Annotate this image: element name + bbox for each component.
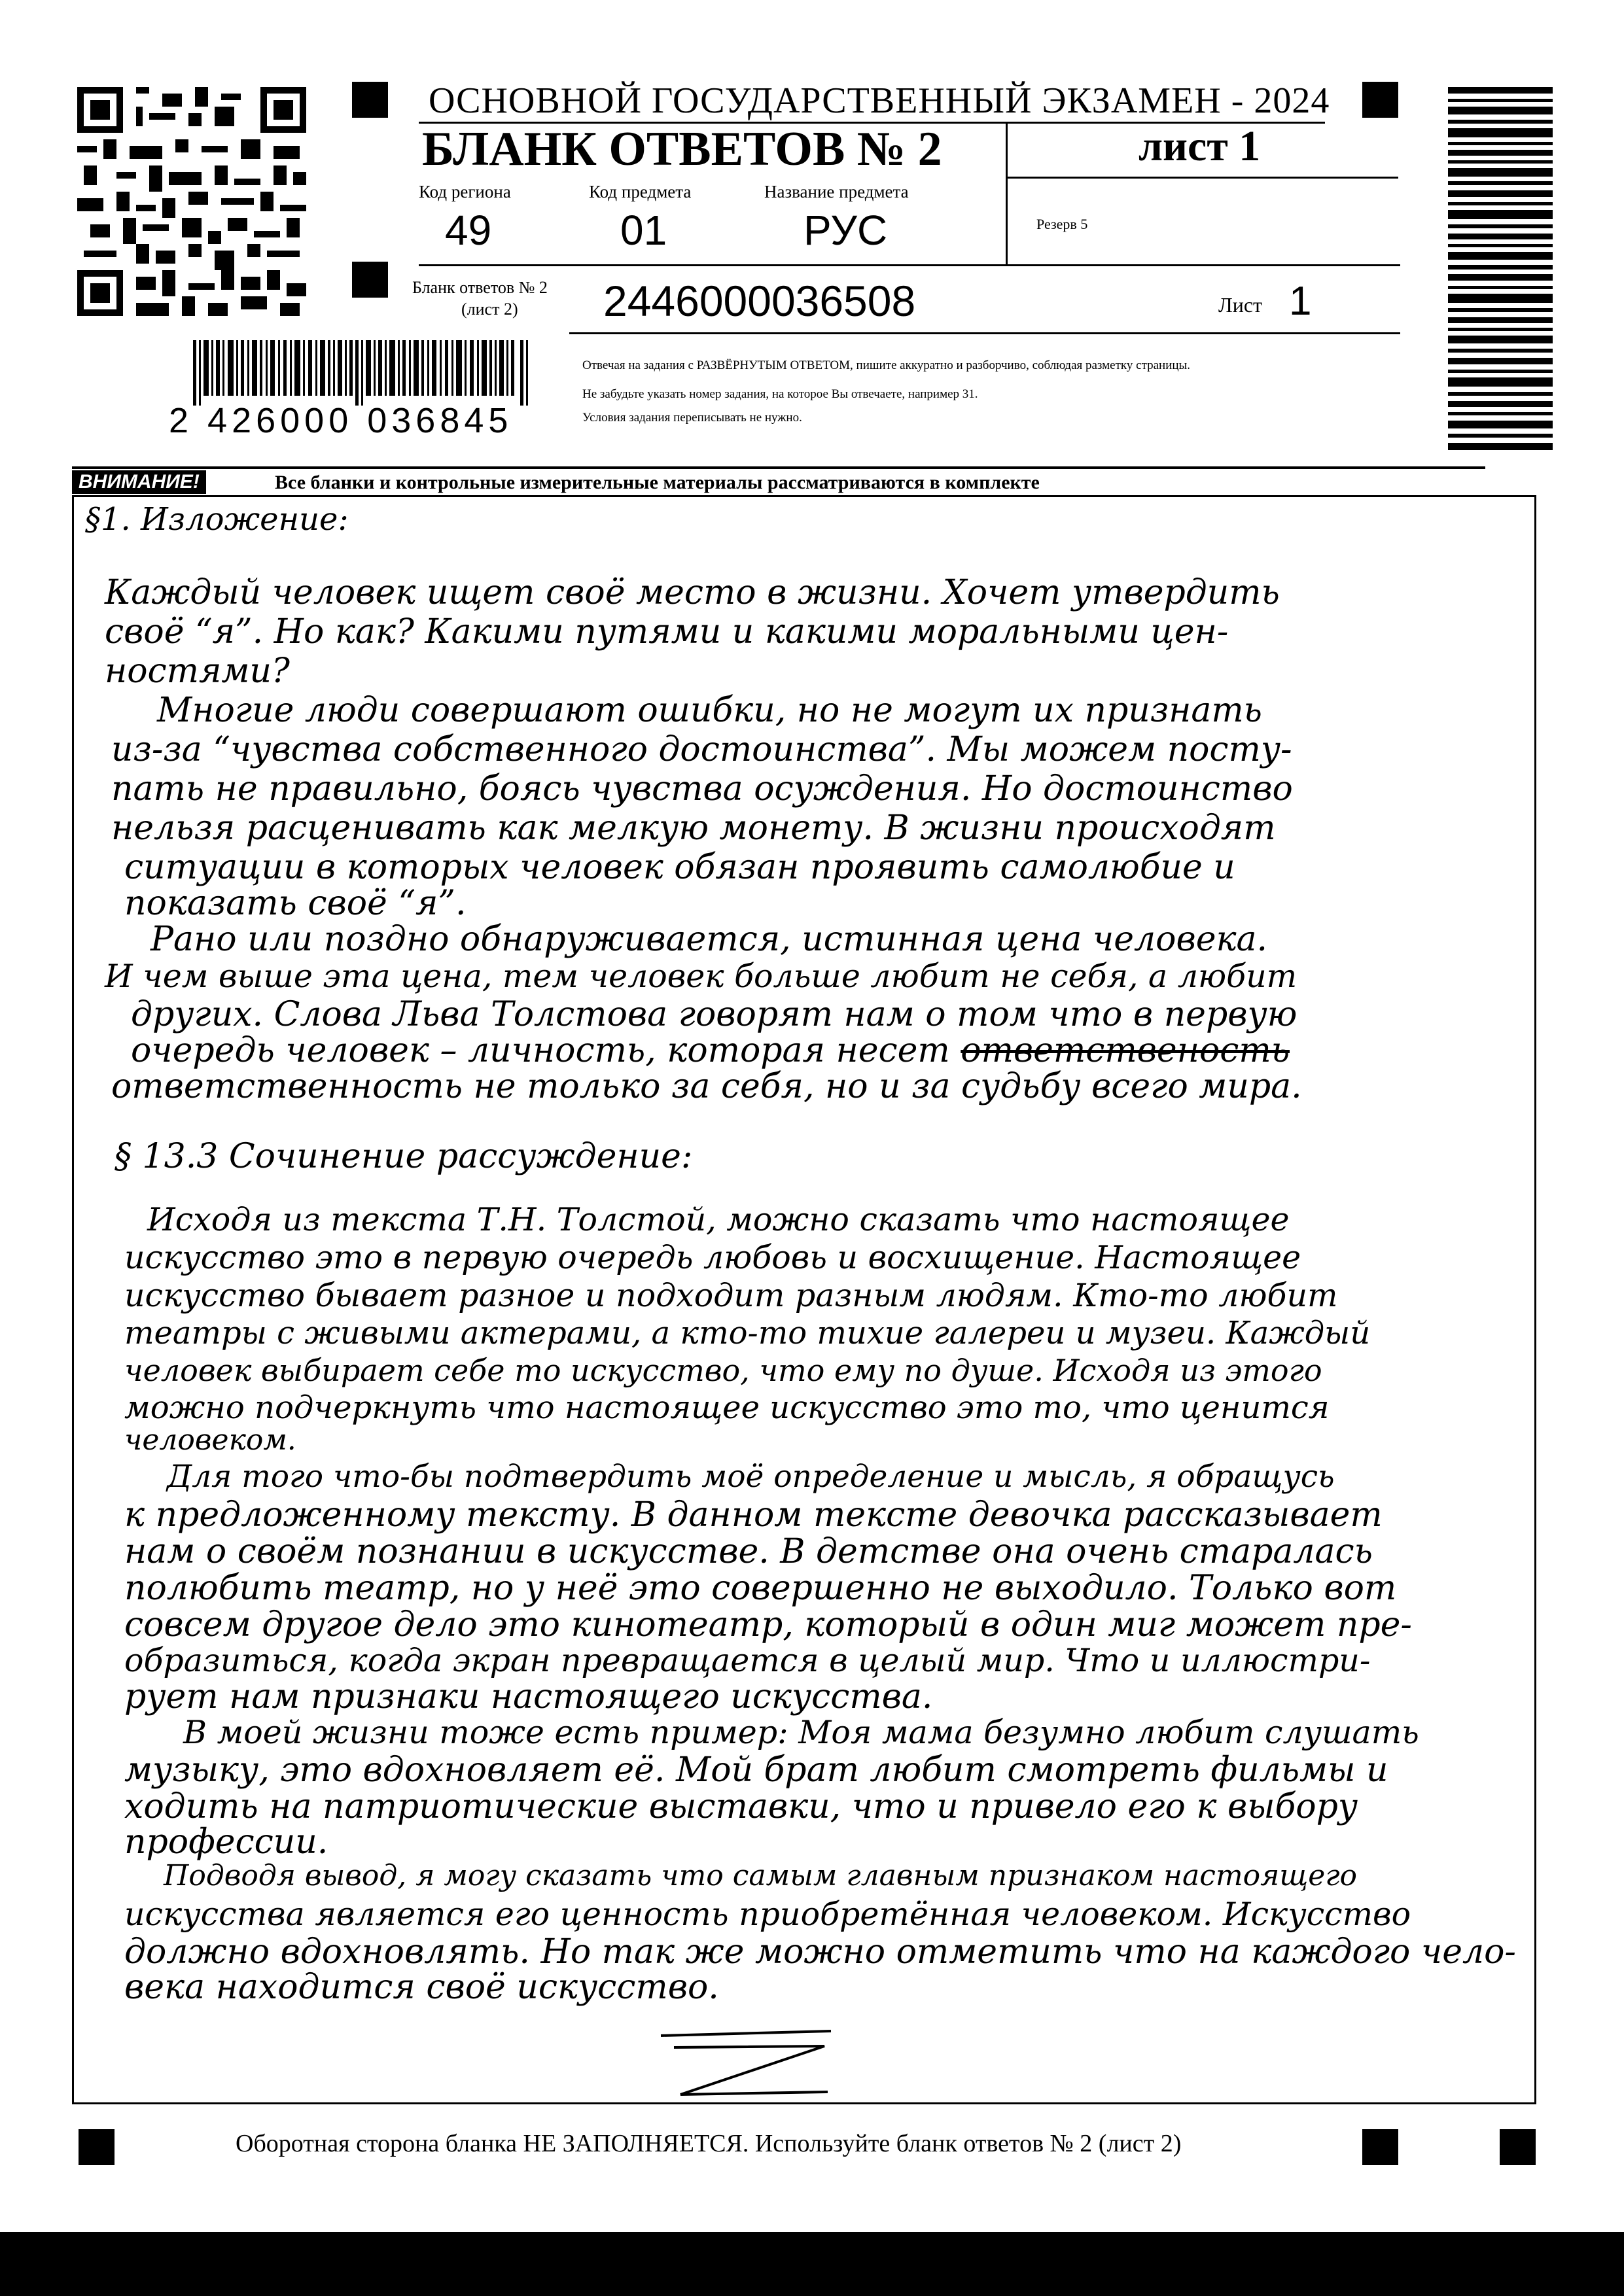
blank-ref-sheet: (лист 2)	[461, 300, 518, 319]
answer-line: Каждый человек ищет своё место в жизни. Хочет утвердить	[105, 573, 1280, 612]
answer-line: рует нам признаки настоящего искусства.	[124, 1677, 933, 1716]
region-code-label: Код региона	[419, 182, 511, 201]
answer-line: должно вдохновлять. Но так же можно отметить что на каждого чело-	[124, 1932, 1516, 1972]
subject-name: РУС	[803, 207, 888, 254]
footer-note: Оборотная сторона бланка НЕ ЗАПОЛНЯЕТСЯ. Используйте бланк ответов № 2 (лист 2)	[236, 2130, 1182, 2157]
answer-line: профессии.	[124, 1822, 328, 1862]
answer-line: из-за “чувства собственного достоинства”. Мы можем посту-	[111, 730, 1292, 769]
corner-marker	[352, 262, 388, 298]
attention-badge: ВНИМАНИЕ!	[72, 470, 206, 494]
answer-line: человек выбирает себе то искусство, что ему по душе. Исходя из этого	[124, 1353, 1322, 1388]
answer-line: §1. Изложение:	[85, 501, 349, 538]
answer-line: музыку, это вдохновляет её. Мой брат любит смотреть фильмы и	[124, 1750, 1388, 1790]
closing-mark	[648, 2021, 844, 2106]
divider	[569, 332, 1400, 334]
sheet-label: лист 1	[1139, 122, 1261, 170]
sheet-small-number: 1	[1289, 279, 1312, 324]
subject-name-label: Название предмета	[764, 182, 909, 201]
answer-line: к предложенному тексту. В данном тексте девочка рассказывает	[124, 1495, 1383, 1535]
answer-line: других. Слова Льва Толстова говорят нам о том что в первую	[131, 995, 1297, 1034]
blank-ref-label: Бланк ответов № 2	[412, 278, 548, 297]
side-barcode	[1448, 87, 1553, 450]
answer-line: образиться, когда экран превращается в целый мир. Что и иллюстри-	[124, 1642, 1371, 1679]
barcode-digits: 2 426000 036845	[169, 401, 513, 440]
answer-line: Многие люди совершают ошибки, но не могут их признать	[157, 691, 1262, 730]
answer-line: ситуации в которых человек обязан проявить самолюбие и	[124, 848, 1235, 887]
answer-line: Подводя вывод, я могу сказать что самым главным признаком настоящего	[164, 1859, 1358, 1892]
answer-line-text: очередь человек – личность, которая несет	[131, 1031, 961, 1070]
answer-line: нам о своём познании в искусстве. В детстве она очень старалась	[124, 1532, 1373, 1571]
corner-marker	[1500, 2129, 1536, 2165]
answer-line: показать своё “я”.	[124, 884, 467, 923]
answer-line: ответственность не только за себя, но и за судьбу всего мира.	[111, 1067, 1302, 1106]
attention-row	[72, 466, 1485, 494]
answer-line	[131, 1031, 1290, 1070]
answer-line: искусство это в первую очередь любовь и восхищение. Настоящее	[124, 1239, 1301, 1276]
divider	[1006, 122, 1008, 266]
divider	[419, 264, 1400, 266]
corner-marker	[352, 82, 388, 118]
qr-code	[77, 87, 306, 316]
region-code: 49	[445, 207, 492, 254]
answer-line: Рано или поздно обнаруживается, истинная цена человека.	[150, 920, 1268, 959]
corner-marker	[79, 2129, 115, 2165]
instruction-line: Отвечая на задания с РАЗВЁРНУТЫМ ОТВЕТОМ, пишите аккуратно и разборчиво, соблюдая разметку страницы.	[582, 358, 1191, 372]
section-heading: § 13.3 Сочинение рассуждение:	[115, 1137, 693, 1176]
attention-text: Все бланки и контрольные измерительные материалы рассматриваются в комплекте	[275, 472, 1040, 493]
subject-code-label: Код предмета	[589, 182, 692, 201]
answer-line: своё “я”. Но как? Какими путями и какими моральными цен-	[105, 612, 1229, 652]
answer-line: ностями?	[105, 652, 290, 691]
answer-line: Для того что-бы подтвердить моё определение и мысль, я обращусь	[167, 1459, 1335, 1495]
corner-marker	[1362, 2129, 1398, 2165]
corner-marker	[1362, 82, 1398, 118]
instruction-line: Условия задания переписывать не нужно.	[582, 411, 802, 425]
blank-number: 2446000036508	[603, 277, 916, 325]
form-barcode	[193, 340, 531, 406]
answer-line: человеком.	[124, 1423, 296, 1457]
answer-line: века находится своё искусство.	[124, 1968, 719, 2007]
answer-line: искусство бывает разное и подходит разным людям. Кто-то любит	[124, 1277, 1338, 1314]
answer-line: полюбить театр, но у неё это совершенно не выходило. Только вот	[124, 1569, 1397, 1608]
subject-code: 01	[620, 207, 667, 254]
answer-line: В моей жизни тоже есть пример: Моя мама безумно любит слушать	[183, 1714, 1419, 1751]
sheet-small-label: Лист	[1218, 293, 1263, 317]
answer-line: можно подчеркнуть что настоящее искусство это то, что ценится	[124, 1389, 1330, 1426]
answer-line: пать не правильно, боясь чувства осуждения. Но достоинство	[111, 769, 1293, 809]
answer-line: Исходя из текста Т.Н. Толстой, можно сказать что настоящее	[147, 1201, 1290, 1238]
exam-title: ОСНОВНОЙ ГОСУДАРСТВЕННЫЙ ЭКЗАМЕН - 2024	[429, 80, 1330, 121]
answer-line: нельзя расценивать как мелкую монету. В жизни происходят	[111, 809, 1276, 848]
reserve-label: Резерв 5	[1036, 216, 1088, 232]
answer-line: театры с живыми актерами, а кто-то тихие галереи и музеи. Каждый	[124, 1315, 1371, 1351]
divider	[72, 466, 1485, 469]
struck-word: ответственость	[961, 1031, 1290, 1070]
answer-line: ходить на патриотические выставки, что и привело его к выбору	[124, 1787, 1358, 1826]
scan-border	[0, 2232, 1624, 2296]
form-title: БЛАНК ОТВЕТОВ № 2	[422, 122, 942, 176]
answer-line: искусства является его ценность приобретённая человеком. Искусство	[124, 1896, 1411, 1933]
instruction-line: Не забудьте указать номер задания, на которое Вы отвечаете, например 31.	[582, 387, 978, 401]
answer-line: И чем выше эта цена, тем человек больше любит не себя, а любит	[105, 958, 1297, 995]
answer-line: совсем другое дело это кинотеатр, который в один миг может пре-	[124, 1605, 1412, 1644]
divider	[1006, 177, 1398, 179]
